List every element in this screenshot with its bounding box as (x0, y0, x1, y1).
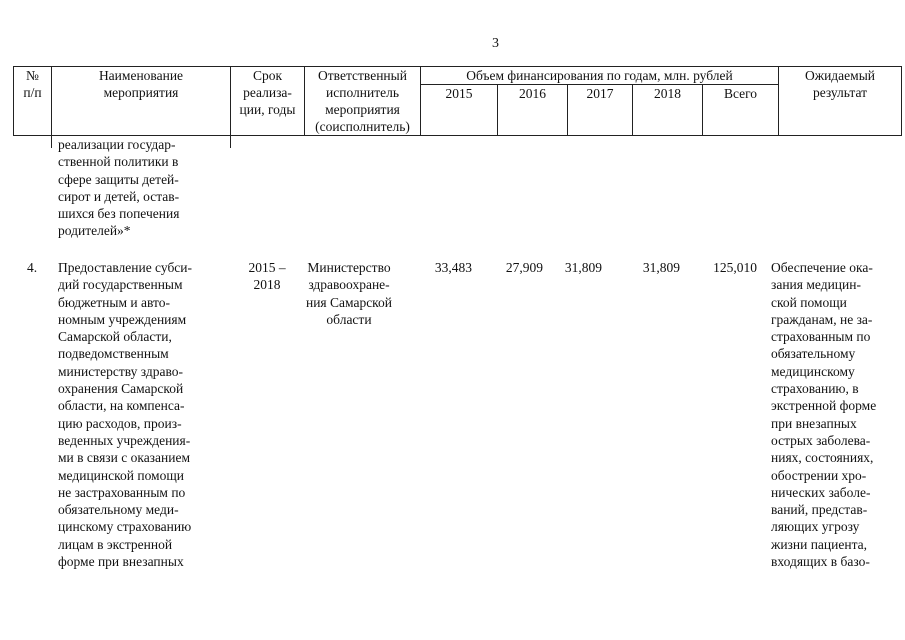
value-2018: 31,809 (642, 260, 680, 275)
header-year-2015: 2015 (421, 85, 498, 136)
activity-name: Предоставление субси- дий государственным бюджетным и авто- номным учреждениям Самарской области, подведомственным министерству здраво- охранения Самарской области, на компенса- цию расходов, произ- веденных учреждения- ми в связи с оказанием медицинской помощи не застрахованным по обязательному меди- цинскому страхованию лицам в экстренной форме при внезапных (58, 260, 193, 570)
header-result: Ожидаемый результат (779, 67, 902, 136)
header-year-2017: 2017 (568, 85, 633, 136)
header-term: Срок реализа- ции, годы (231, 67, 305, 136)
value-2015: 33,483 (434, 260, 472, 275)
header-number: № п/п (14, 67, 52, 136)
header-financing: Объем финансирования по годам, млн. рублей (421, 67, 779, 85)
page-number: 3 (492, 36, 499, 51)
value-total: 125,010 (713, 260, 757, 275)
header-name: Наименование мероприятия (52, 67, 231, 136)
header-responsible: Ответственный исполнитель мероприятия (соисполнитель) (305, 67, 421, 136)
value-2016: 27,909 (505, 260, 543, 275)
header-total: Всего (703, 85, 779, 136)
expected-result: Обеспечение ока- зания медицин- ской помощи гражданам, не за- страхованным по обязательному медицинскому страхованию, в экстренной форме при внезапных острых заболева- ниях, состояниях, обострении хро- нических заболе- ваний, представ- ляющих угрозу жизни пациента, входящих в базо- (771, 260, 877, 570)
value-2017: 31,809 (564, 260, 602, 275)
column-rule (51, 134, 52, 148)
column-rule (230, 134, 231, 148)
header-year-2018: 2018 (633, 85, 703, 136)
implementation-term: 2015 – 2018 (248, 260, 286, 293)
financing-table-header (13, 66, 902, 136)
continuation-text: реализации государ- ственной политики в сфере защиты детей- сирот и детей, остав- шихся без попечения родителей»* (58, 137, 180, 239)
header-year-2016: 2016 (498, 85, 568, 136)
responsible-executor: Министерство здравоохране- ния Самарской области (305, 260, 393, 327)
row-number: 4. (27, 260, 38, 275)
